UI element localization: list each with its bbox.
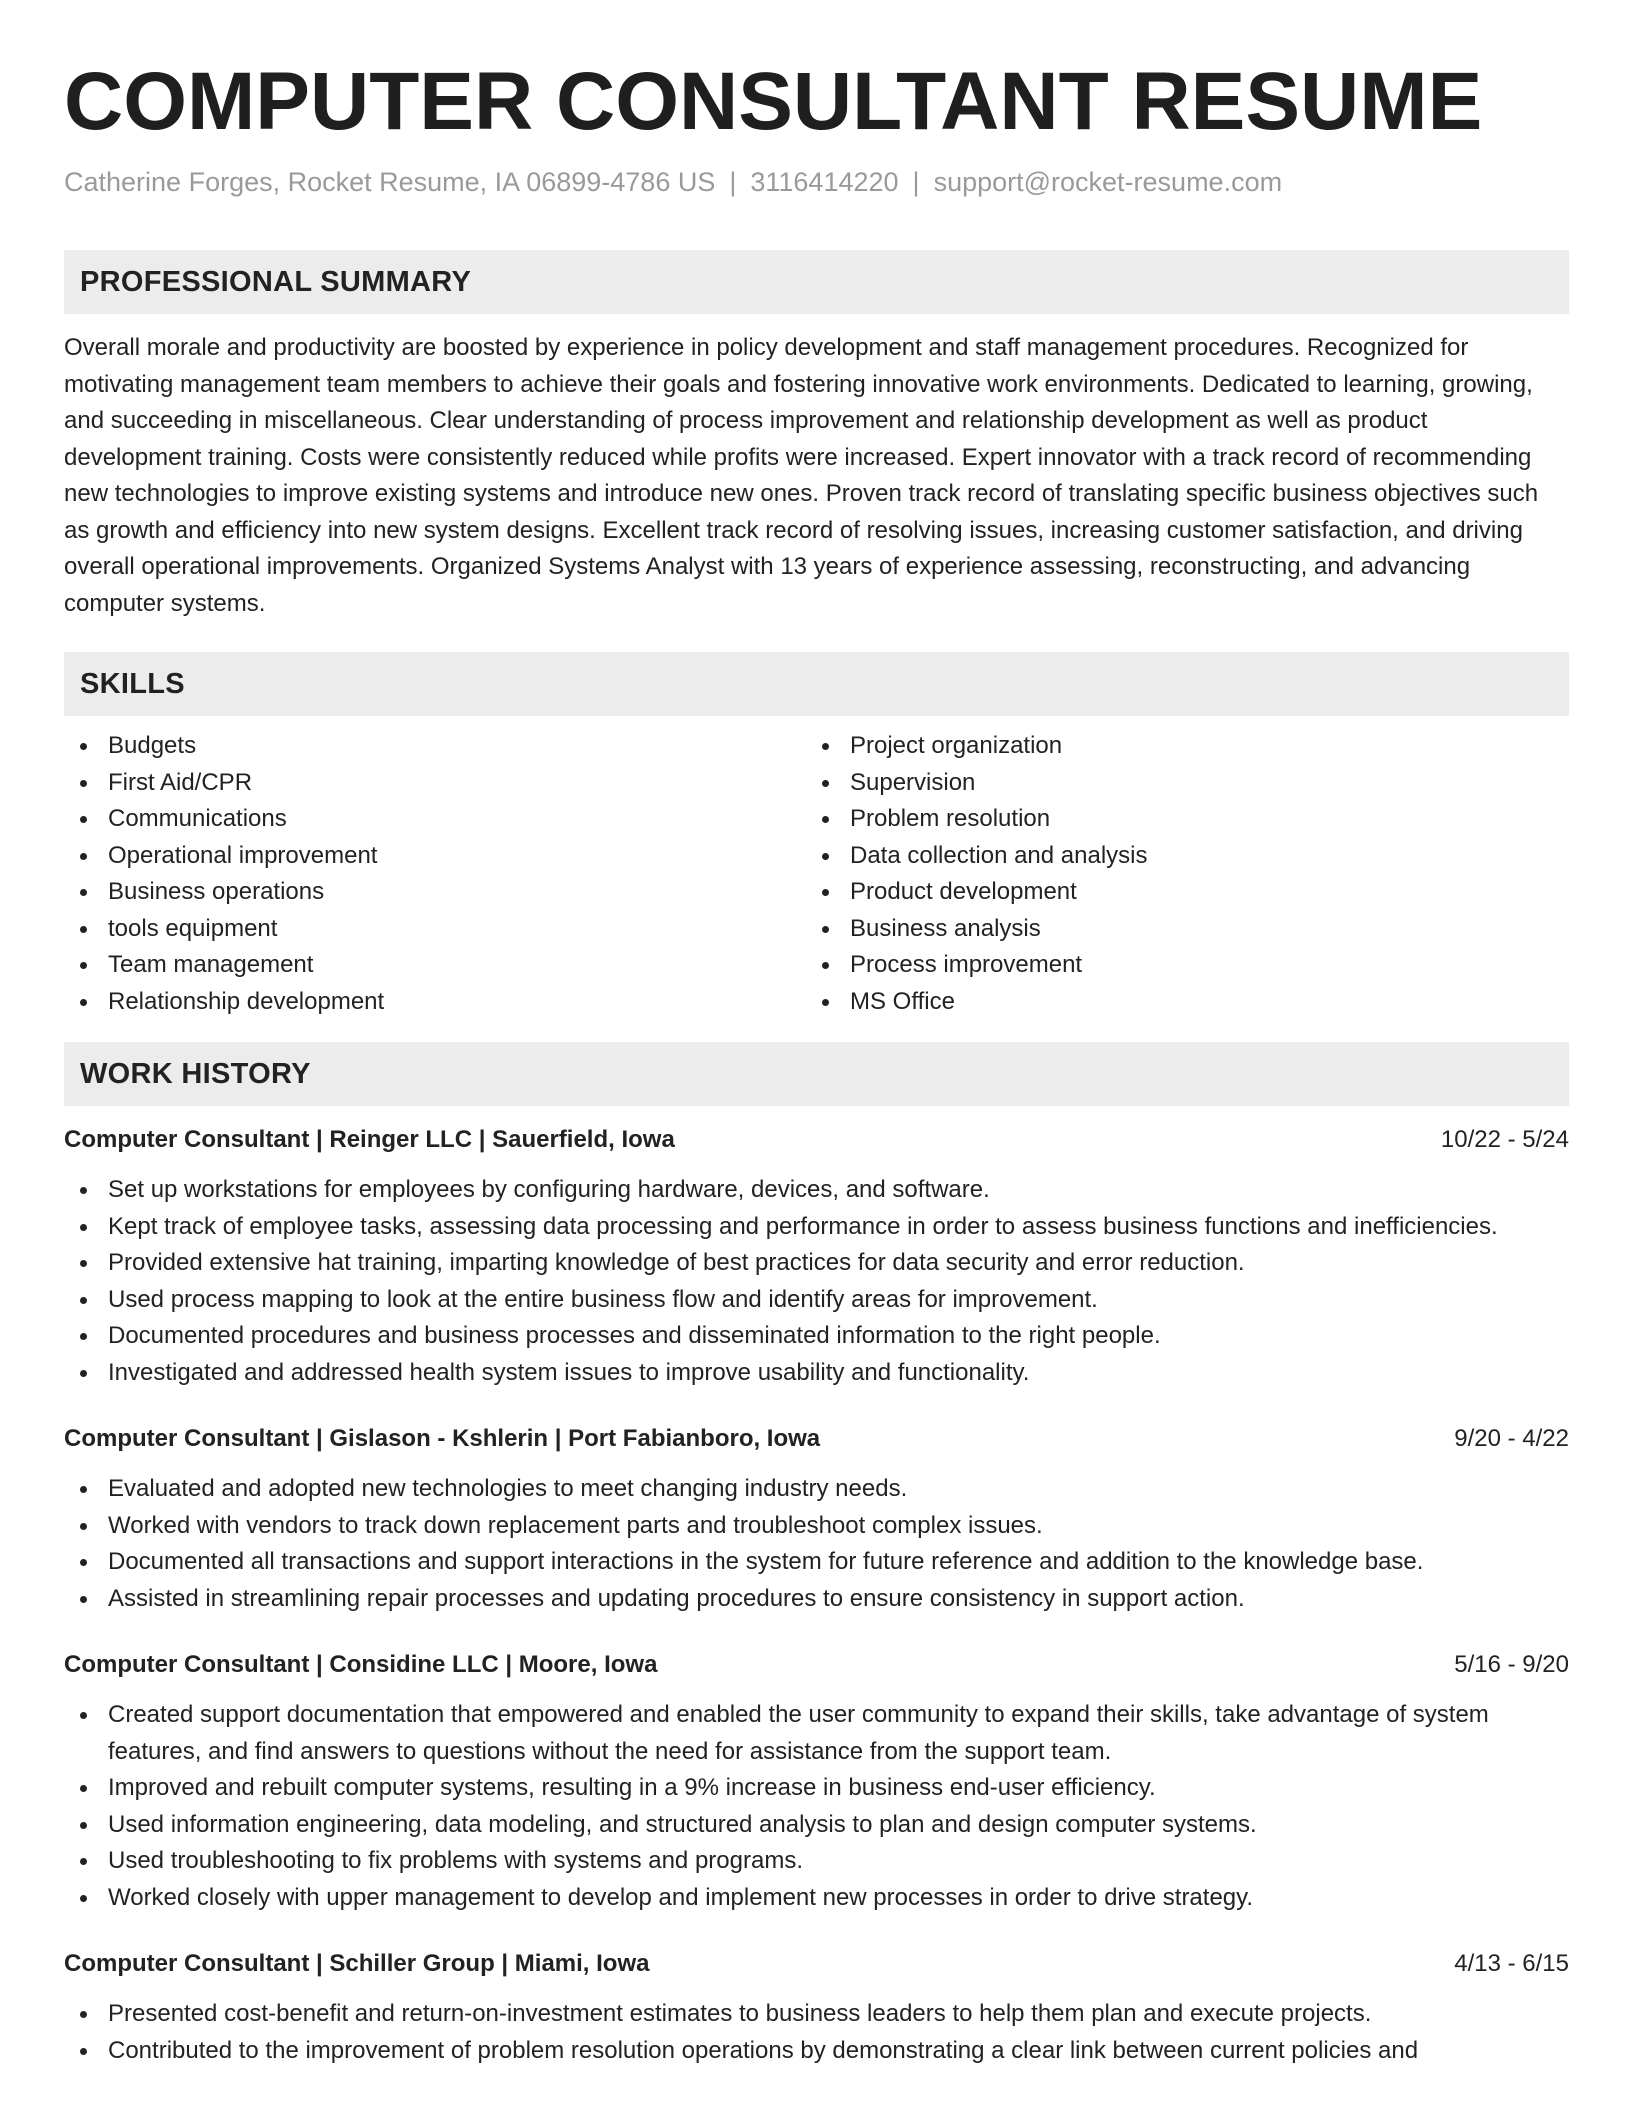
work-history-list bbox=[64, 1122, 1569, 2069]
job-dates: 10/22 - 5/24 bbox=[1440, 1126, 1569, 1153]
skill-item: Data collection and analysis bbox=[806, 838, 1548, 875]
skill-item: Problem resolution bbox=[806, 801, 1548, 838]
job-header bbox=[64, 1122, 1569, 1158]
skill-item: Budgets bbox=[64, 728, 806, 765]
skills-section-header: SKILLS bbox=[64, 652, 1569, 716]
job-bullet: Worked with vendors to track down replacement parts and troubleshoot complex issues. bbox=[64, 1508, 1569, 1545]
resume-page bbox=[64, 52, 1569, 2069]
job-header bbox=[64, 1946, 1569, 1982]
job-bullet: Contributed to the improvement of problem resolution operations by demonstrating a clear link between current policies and bbox=[64, 2033, 1569, 2070]
job-bullet: Provided extensive hat training, imparting knowledge of best practices for data security and error reduction. bbox=[64, 1245, 1569, 1282]
contact-email: support@rocket-resume.com bbox=[933, 167, 1283, 197]
job-dates: 4/13 - 6/15 bbox=[1454, 1950, 1569, 1977]
job-bullet: Investigated and addressed health system issues to improve usability and functionality. bbox=[64, 1355, 1569, 1392]
job-bullet: Kept track of employee tasks, assessing data processing and performance in order to assess business functions and inefficiencies. bbox=[64, 1209, 1569, 1246]
job-bullets bbox=[64, 1697, 1569, 1916]
job-bullet: Set up workstations for employees by configuring hardware, devices, and software. bbox=[64, 1172, 1569, 1209]
job-bullets bbox=[64, 1471, 1569, 1617]
job-bullet: Presented cost-benefit and return-on-investment estimates to business leaders to help them plan and execute projects. bbox=[64, 1996, 1569, 2033]
job-entry bbox=[64, 1647, 1569, 1916]
job-bullet: Improved and rebuilt computer systems, resulting in a 9% increase in business end-user efficiency. bbox=[64, 1770, 1569, 1807]
job-title: Computer Consultant | Schiller Group | Miami, Iowa bbox=[64, 1950, 650, 1977]
job-bullets bbox=[64, 1172, 1569, 1391]
job-dates: 9/20 - 4/22 bbox=[1454, 1425, 1569, 1452]
skill-item: Communications bbox=[64, 801, 806, 838]
skill-item: tools equipment bbox=[64, 911, 806, 948]
job-title: Computer Consultant | Reinger LLC | Sauerfield, Iowa bbox=[64, 1126, 675, 1153]
job-bullet: Documented procedures and business processes and disseminated information to the right people. bbox=[64, 1318, 1569, 1355]
skill-item: Product development bbox=[806, 874, 1548, 911]
skill-item: First Aid/CPR bbox=[64, 765, 806, 802]
skill-item: Supervision bbox=[806, 765, 1548, 802]
skill-item: Business operations bbox=[64, 874, 806, 911]
job-entry bbox=[64, 1946, 1569, 2069]
skill-item: Operational improvement bbox=[64, 838, 806, 875]
job-title: Computer Consultant | Gislason - Kshlerin | Port Fabianboro, Iowa bbox=[64, 1425, 821, 1452]
skills-list bbox=[64, 728, 1569, 1020]
job-bullet: Evaluated and adopted new technologies to meet changing industry needs. bbox=[64, 1471, 1569, 1508]
summary-text: Overall morale and productivity are boosted by experience in policy development and staff management procedures. Recognized for motivating management team members to achieve their goals and fostering innovative work environments. Dedicated to learning, growing, and succeeding in miscellaneous. Clear understanding of process improvement and relationship development as well as product development training. Costs were consistently reduced while profits were increased. Expert innovator with a track record of recommending new technologies to improve existing systems and introduce new ones. Proven track record of translating specific business objectives such as growth and efficiency into new system designs. Excellent track record of resolving issues, increasing customer satisfaction, and driving overall operational improvements. Organized Systems Analyst with 13 years of experience assessing, reconstructing, and advancing computer systems. bbox=[64, 334, 1539, 617]
job-bullet: Created support documentation that empowered and enabled the user community to expand their skills, take advantage of system features, and find answers to questions without the need for assistance from the support team. bbox=[64, 1697, 1569, 1770]
job-bullet: Assisted in streamlining repair processes and updating procedures to ensure consistency in support action. bbox=[64, 1581, 1569, 1618]
skill-item: Team management bbox=[64, 947, 806, 984]
job-header bbox=[64, 1647, 1569, 1683]
skills-column-left bbox=[64, 728, 806, 1020]
job-dates: 5/16 - 9/20 bbox=[1454, 1651, 1569, 1678]
skill-item: Relationship development bbox=[64, 984, 806, 1021]
job-title: Computer Consultant | Considine LLC | Moore, Iowa bbox=[64, 1651, 658, 1678]
job-header bbox=[64, 1421, 1569, 1457]
skill-item: Project organization bbox=[806, 728, 1548, 765]
job-bullets bbox=[64, 1996, 1569, 2069]
job-entry bbox=[64, 1421, 1569, 1617]
contact-address: Catherine Forges, Rocket Resume, IA 06899-4786 US bbox=[64, 167, 716, 197]
job-bullet: Used process mapping to look at the entire business flow and identify areas for improvement. bbox=[64, 1282, 1569, 1319]
job-entry bbox=[64, 1122, 1569, 1391]
skill-item: Business analysis bbox=[806, 911, 1548, 948]
contact-phone: 3116414220 bbox=[750, 167, 899, 197]
job-bullet: Used information engineering, data modeling, and structured analysis to plan and design computer systems. bbox=[64, 1807, 1569, 1844]
job-bullet: Used troubleshooting to fix problems with systems and programs. bbox=[64, 1843, 1569, 1880]
summary-section-header: PROFESSIONAL SUMMARY bbox=[64, 250, 1569, 314]
contact-line bbox=[64, 164, 1569, 200]
skill-item: MS Office bbox=[806, 984, 1548, 1021]
work-history-section-header: WORK HISTORY bbox=[64, 1042, 1569, 1106]
contact-separator: | bbox=[912, 167, 920, 197]
resume-title: COMPUTER CONSULTANT RESUME bbox=[64, 56, 1483, 147]
job-bullet: Worked closely with upper management to develop and implement new processes in order to drive strategy. bbox=[64, 1880, 1569, 1917]
contact-separator: | bbox=[729, 167, 737, 197]
skills-column-right bbox=[806, 728, 1548, 1020]
job-bullet: Documented all transactions and support interactions in the system for future reference and addition to the knowledge base. bbox=[64, 1544, 1569, 1581]
skill-item: Process improvement bbox=[806, 947, 1548, 984]
